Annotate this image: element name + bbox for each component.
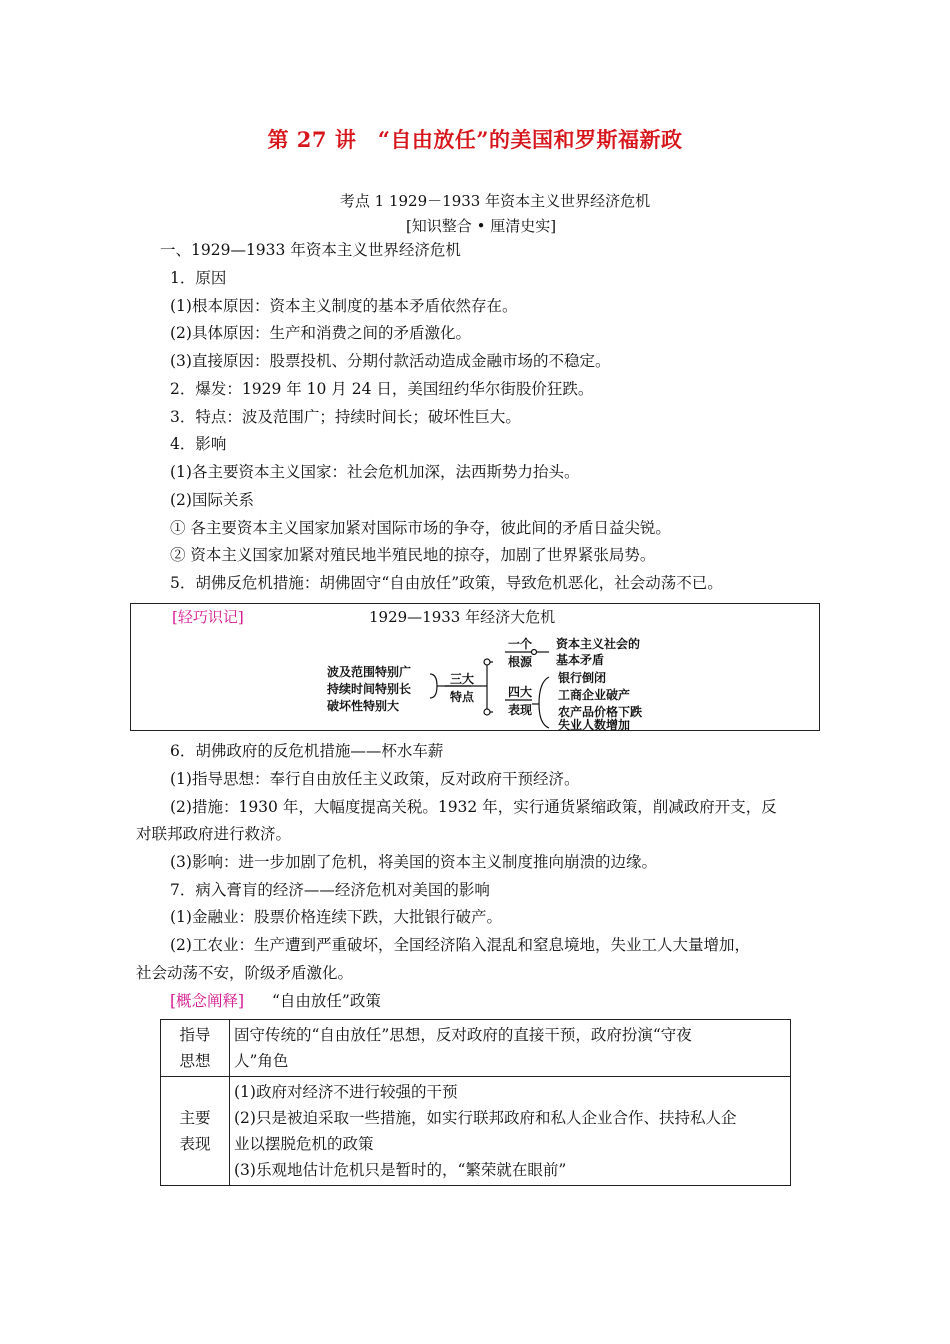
text-line: 对联邦政府进行救济。 bbox=[136, 825, 292, 843]
text-line: 2．爆发：1929 年 10 月 24 日，美国纽约华尔街股价狂跌。 bbox=[170, 380, 594, 398]
manifest-item: 工商企业破产 bbox=[558, 688, 631, 702]
text-line: (3)直接原因：股票投机、分期付款活动造成金融市场的不稳定。 bbox=[170, 352, 611, 370]
memory-tag: [轻巧识记] bbox=[172, 608, 244, 626]
text-line: 4．影响 bbox=[170, 435, 227, 453]
text-line: (3)影响：进一步加剧了危机，将美国的资本主义制度推向崩溃的边缘。 bbox=[170, 853, 657, 871]
memory-title: 1929—1933 年经济大危机 bbox=[369, 608, 556, 626]
text-line: (1)根本原因：资本主义制度的基本矛盾依然存在。 bbox=[170, 297, 518, 315]
text-line: 3．特点：波及范围广；持续时间长；破坏性巨大。 bbox=[170, 408, 521, 426]
page-title: 第 27 讲 “自由放任”的美国和罗斯福新政 bbox=[267, 127, 683, 152]
text-line: (1)指导思想：奉行自由放任主义政策，反对政府干预经济。 bbox=[170, 770, 580, 788]
concept-table bbox=[160, 1019, 791, 1186]
row-content: (1)政府对经济不进行较强的干预 (2)只是被迫采取一些措施，如实行联邦政府和私人企业合作、扶持私人企 业以摆脱危机的政策 (3)乐观地估计危机只是暂时的，“繁荣就在眼前” bbox=[230, 1077, 791, 1186]
concept-title: “自由放任”政策 bbox=[271, 992, 381, 1010]
topic-subtitle: 考点 1 1929－1933 年资本主义世界经济危机 bbox=[339, 192, 651, 210]
manifest-item: 银行倒闭 bbox=[558, 671, 607, 685]
manifest-item: 失业人数增加 bbox=[558, 718, 631, 732]
text-line: 1．原因 bbox=[170, 269, 227, 287]
concept-heading bbox=[170, 990, 381, 1012]
section-tag: [知识整合 • 厘清史实] bbox=[405, 217, 557, 235]
center-node: 特点 bbox=[450, 690, 475, 704]
text-line: (2)具体原因：生产和消费之间的矛盾激化。 bbox=[170, 324, 471, 342]
text-line: (1)金融业：股票价格连续下跌，大批银行破产。 bbox=[170, 908, 502, 926]
center-node: 三大 bbox=[450, 672, 475, 686]
row-header: 主要 表现 bbox=[161, 1077, 230, 1186]
text-line: (2)国际关系 bbox=[170, 491, 254, 509]
feature-item: 波及范围特别广 bbox=[327, 665, 412, 679]
manifest-item: 农产品价格下跌 bbox=[558, 705, 643, 719]
root-node: 根源 bbox=[508, 655, 533, 669]
text-line: (2)工农业：生产遭到严重破坏，全国经济陷入混乱和窒息境地，失业工人大量增加， bbox=[170, 936, 750, 954]
text-line: 一、1929—1933 年资本主义世界经济危机 bbox=[160, 241, 461, 259]
mindmap-connectors bbox=[131, 604, 821, 732]
text-line: 社会动荡不安，阶级矛盾激化。 bbox=[136, 964, 354, 982]
table-row bbox=[161, 1077, 791, 1186]
text-line: 5．胡佛反危机措施：胡佛固守“自由放任”政策，导致危机恶化，社会动荡不已。 bbox=[170, 574, 723, 592]
memory-box bbox=[130, 603, 820, 731]
row-header: 指导 思想 bbox=[161, 1020, 230, 1077]
manifest-node: 表现 bbox=[508, 703, 533, 717]
text-line: ② 资本主义国家加紧对殖民地半殖民地的掠夺，加剧了世界紧张局势。 bbox=[170, 546, 656, 564]
table-row bbox=[161, 1020, 791, 1077]
text-line: ① 各主要资本主义国家加紧对国际市场的争夺，彼此间的矛盾日益尖锐。 bbox=[170, 519, 671, 537]
root-node: 一个 bbox=[508, 637, 533, 651]
feature-item: 持续时间特别长 bbox=[327, 682, 412, 696]
text-line: (1)各主要资本主义国家：社会危机加深，法西斯势力抬头。 bbox=[170, 463, 580, 481]
row-content: 固守传统的“自由放任”思想，反对政府的直接干预，政府扮演“守夜 人”角色 bbox=[230, 1020, 791, 1077]
text-line: 7．病入膏肓的经济——经济危机对美国的影响 bbox=[170, 881, 490, 899]
text-line: 6．胡佛政府的反危机措施——杯水车薪 bbox=[170, 742, 444, 760]
concept-tag: [概念阐释] bbox=[170, 992, 245, 1010]
manifest-node: 四大 bbox=[508, 685, 533, 699]
root-text: 基本矛盾 bbox=[556, 653, 605, 667]
text-line: (2)措施：1930 年，大幅度提高关税。1932 年，实行通货紧缩政策，削减政府开支，反 bbox=[170, 798, 777, 816]
root-text: 资本主义社会的 bbox=[556, 637, 641, 651]
feature-item: 破坏性特别大 bbox=[327, 699, 400, 713]
